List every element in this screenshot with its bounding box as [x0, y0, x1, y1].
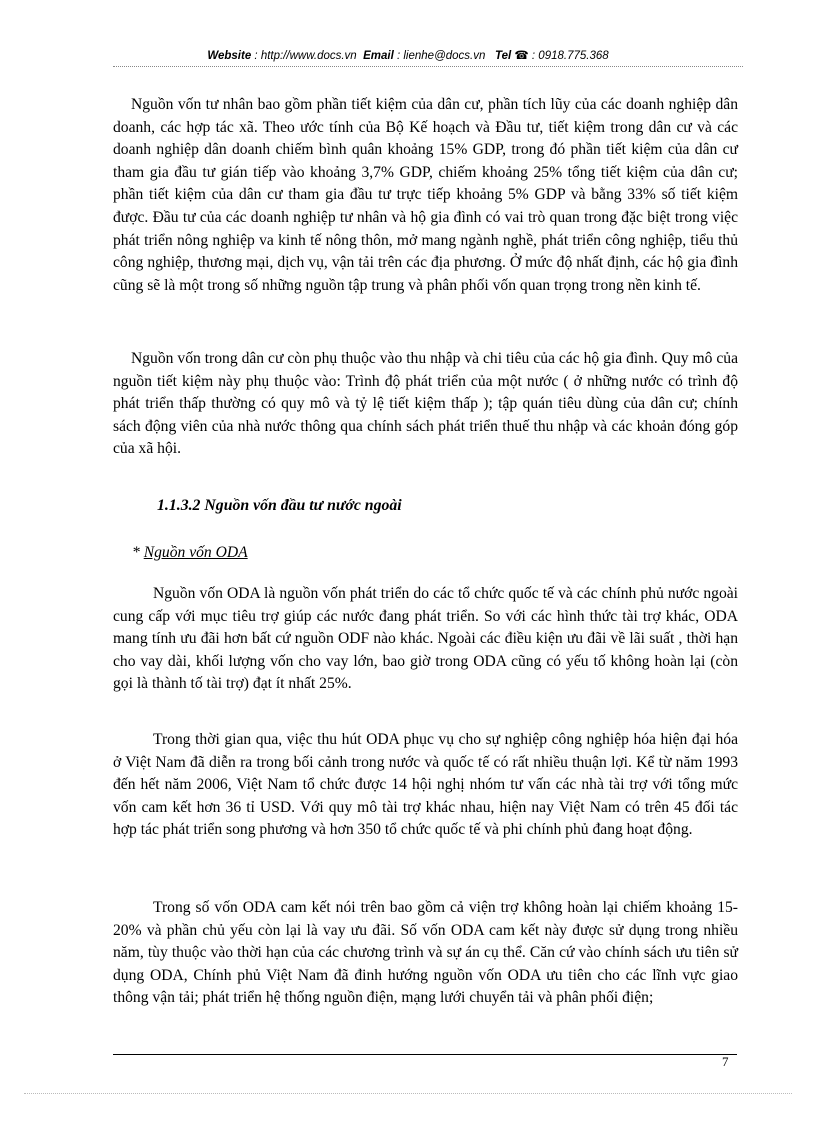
- email-separator: :: [393, 50, 404, 62]
- tel-separator: :: [528, 50, 539, 62]
- paragraph-oda-definition: Nguồn vốn ODA là nguồn vốn phát triển do các tổ chức quốc tế và các chính phủ nước ngoài cung cấp với mục tiêu trợ giúp các nước đang phát triển. So với các hình thức tài trợ khác, ODA mang tính ưu đãi hơn bất cứ nguồn ODF nào khác. Ngoài các điều kiện ưu đãi về lãi suất , thời hạn cho vay dài, khối lượng vốn cho vay lớn, bao giờ trong ODA cũng có yếu tố không hoàn lại (còn gọi là thành tố tài trợ) đạt ít nhất 25%.: [113, 585, 738, 693]
- subheading-bullet: *: [132, 544, 144, 561]
- section-heading: 1.1.3.2 Nguồn vốn đầu tư nước ngoài: [157, 497, 402, 514]
- paragraph-household-savings: Nguồn vốn trong dân cư còn phụ thuộc vào thu nhập và chi tiêu của các hộ gia đình. Quy mô của nguồn tiết kiệm này phụ thuộc vào: Trình độ phát triển của một nước ( ở những nước có trình độ phát triển thấp thường có quy mô và tỷ lệ tiết kiệm thấp ); tập quán tiêu dùng của dân cư; chính sách động viên của nhà nước thông qua chính sách phát triển thuế thu nhập và các khoản đóng góp của xã hội.: [113, 350, 738, 458]
- paragraph-oda-history: Trong thời gian qua, việc thu hút ODA phục vụ cho sự nghiệp công nghiệp hóa hiện đại hóa ở Việt Nam đã diễn ra trong bối cảnh trong nước và quốc tế có rất nhiều thuận lợi. Kể từ năm 1993 đến hết năm 2006, Việt Nam tổ chức được 14 hội nghị nhóm tư vấn các nhà tài trợ với tổng mức vốn cam kết hơn 36 tỉ USD. Với quy mô tài trợ khác nhau, hiện nay Việt Nam có trên 45 đối tác hợp tác phát triển song phương và hơn 350 tổ chức quốc tế và phi chính phủ đang hoạt động.: [113, 731, 738, 839]
- paragraph-private-capital: Nguồn vốn tư nhân bao gồm phần tiết kiệm của dân cư, phần tích lũy của các doanh nghiệp dân doanh, các hợp tác xã. Theo ước tính của Bộ Kế hoạch và Đầu tư, tiết kiệm trong dân cư và các doanh nghiệp dân doanh chiếm bình quân khoảng 15% GDP, trong đó phần tiết kiệm của dân cư tham gia đầu tư gián tiếp vào khoảng 3,7% GDP, chiếm khoảng 25% tổng tiết kiệm của dân cư; phần tiết kiệm của dân cư tham gia đầu tư trực tiếp khoảng 5% GDP và bằng 33% số tiết kiệm được. Đầu tư của các doanh nghiệp tư nhân và hộ gia đình có vai trò quan trong đặc biệt trong việc phát triển nông nghiệp va kinh tế nông thôn, mở mang ngành nghề, phát triển công nghiệp, tiểu thủ công nghiệp, thương mại, dịch vụ, vận tải trên các địa phương. Ở mức độ nhất định, các hộ gia đình cũng sẽ là một trong số những nguồn tập trung và phân phối vốn quan trọng trong nền kinh tế.: [113, 96, 738, 294]
- website-link[interactable]: http://www.docs.vn: [260, 50, 357, 62]
- subheading: [132, 544, 248, 562]
- page-header: [0, 48, 816, 62]
- paragraph-block-2: [113, 348, 738, 461]
- tel-number: 0918.775.368: [538, 50, 609, 62]
- paragraph-oda-commitments: Trong số vốn ODA cam kết nói trên bao gồm cả viện trợ không hoàn lại chiếm khoảng 15-20% và phần chủ yếu còn lại là vay ưu đãi. Số vốn ODA cam kết này được sử dụng trong nhiều năm, tùy thuộc vào thời hạn của các chương trình và sự án cụ thể. Căn cứ vào chính sách ưu tiên sử dụng ODA, Chính phủ Việt Nam đã đinh hướng nguồn vốn ODA ưu tiên cho các lĩnh vực giao thông vận tải; phát triển hệ thống nguồn điện, mạng lưới chuyển tải và phân phối điện;: [113, 899, 738, 1007]
- paragraph-block-3: [113, 583, 738, 696]
- page-number: 7: [722, 1054, 729, 1069]
- subheading-text: Nguồn vốn ODA: [143, 544, 248, 561]
- header-divider: [113, 66, 743, 67]
- website-label: Website: [207, 50, 252, 62]
- paragraph-block-5: [113, 897, 738, 1010]
- footer-divider: [113, 1054, 737, 1055]
- tel-label: Tel: [494, 50, 512, 62]
- email-label: Email: [363, 50, 394, 62]
- website-separator: :: [251, 50, 261, 62]
- paragraph-block-1: [113, 94, 738, 297]
- phone-icon: ☎: [514, 50, 529, 62]
- paragraph-block-4: [113, 729, 738, 842]
- email-link[interactable]: lienhe@docs.vn: [403, 50, 486, 62]
- page-bottom-border: [24, 1093, 792, 1094]
